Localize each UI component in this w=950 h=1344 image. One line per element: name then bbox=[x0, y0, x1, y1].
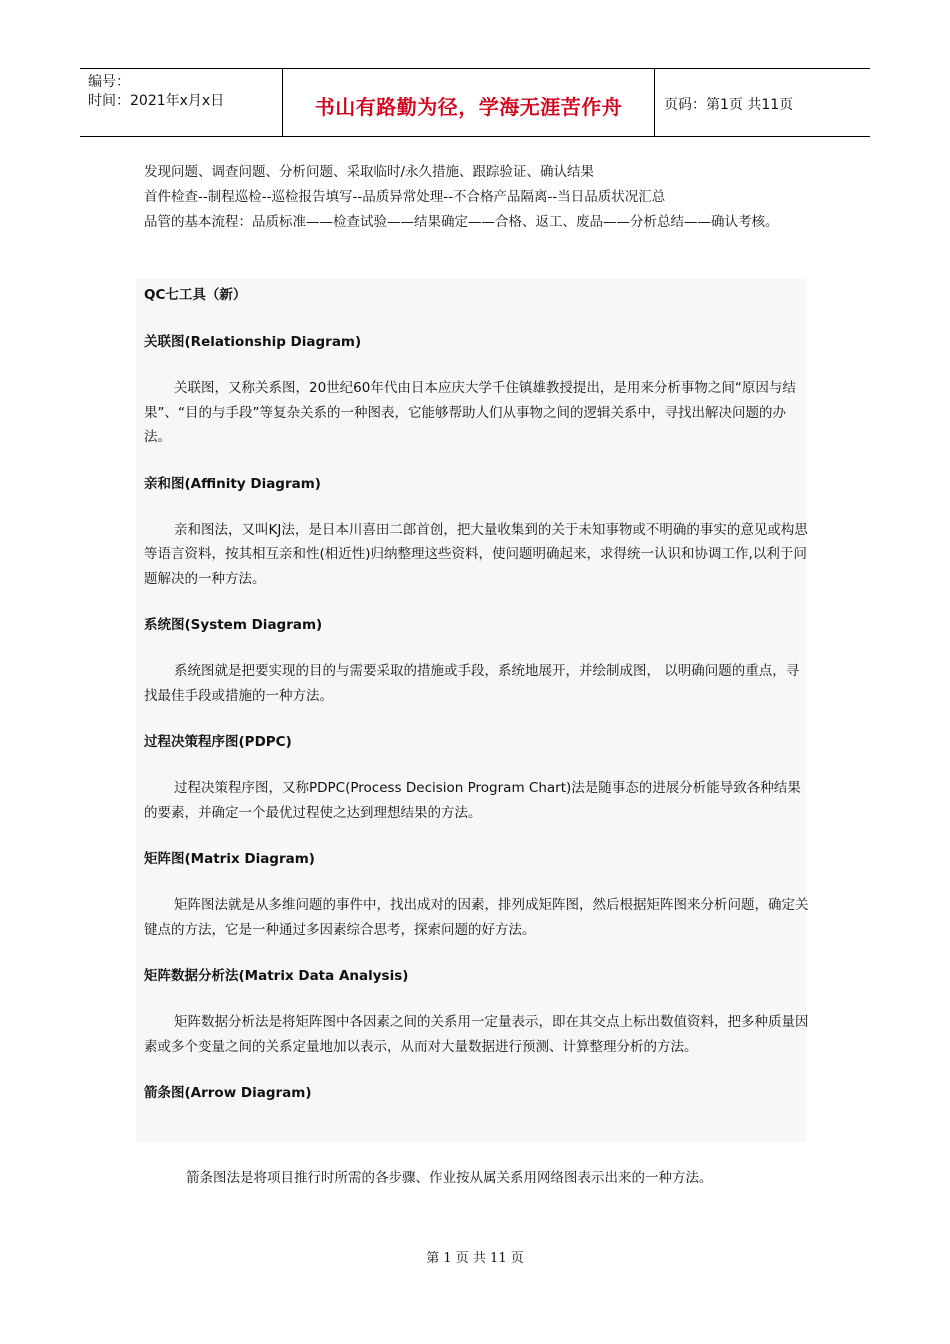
section-title: 矩阵图(Matrix Diagram) bbox=[144, 851, 315, 867]
page-header bbox=[80, 68, 870, 137]
document-number-label: 编号： bbox=[88, 74, 130, 90]
section-title: 亲和图(Affinity Diagram) bbox=[144, 475, 321, 492]
intro-line: 发现问题、调查问题、分析问题、采取临时/永久措施、跟踪验证、确认结果 bbox=[144, 164, 595, 180]
header-motto: 书山有路勤为径，学海无涯苦作舟 bbox=[314, 95, 623, 119]
section-title: 箭条图(Arrow Diagram) bbox=[144, 1085, 312, 1101]
section-title: 矩阵数据分析法(Matrix Data Analysis) bbox=[144, 968, 409, 984]
main-title: QC七工具（新） bbox=[144, 287, 247, 303]
intro-text bbox=[144, 160, 812, 235]
intro-line: 首件检查--制程巡检--巡检报告填写--品质异常处理--不合格产品隔离--当日品质状况汇总 bbox=[144, 189, 666, 205]
header-meta bbox=[88, 73, 224, 111]
qc-tools-content bbox=[144, 283, 810, 1105]
section-body: 矩阵图法就是从多维问题的事件中，找出成对的因素，排列成矩阵图，然后根据矩阵图来分析问题，确定关键点的方法，它是一种通过多因素综合思考，探索问题的好方法。 bbox=[144, 897, 809, 938]
arrow-diagram-body: 箭条图法是将项目推行时所需的各步骤、作业按从属关系用网络图表示出来的一种方法。 bbox=[186, 1170, 713, 1186]
section-body: 过程决策程序图，又称PDPC(Process Decision Program Chart)法是随事态的进展分析能导致各种结果的要素，并确定一个最优过程使之达到理想结果的方法。 bbox=[144, 780, 801, 821]
section-body: 矩阵数据分析法是将矩阵图中各因素之间的关系用一定量表示，即在其交点上标出数值资料，把多种质量因素或多个变量之间的关系定量地加以表示，从而对大量数据进行预测、计算整理分析的方法。 bbox=[144, 1014, 809, 1055]
document-time-label: 时间：2021年x月x日 bbox=[88, 93, 225, 109]
section-title: 过程决策程序图(PDPC) bbox=[144, 734, 292, 750]
header-page-info: 页码：第1页 共11页 bbox=[664, 97, 794, 113]
section-title: 系统图(System Diagram) bbox=[144, 617, 323, 633]
section-body: 亲和图法，又叫KJ法，是日本川喜田二郎首创，把大量收集到的关于未知事物或不明确的事实的意见或构思等语言资料，按其相互亲和性(相近性)归纳整理这些资料，使问题明确起来，求得统一认识和协调工作,以利于问题解决的一种方法。 bbox=[144, 521, 808, 587]
section-body: 系统图就是把要实现的目的与需要采取的措施或手段，系统地展开，并绘制成图， 以明确问题的重点，寻找最佳手段或措施的一种方法。 bbox=[144, 663, 800, 704]
page-footer: 第 1 页 共 11 页 bbox=[426, 1251, 524, 1266]
intro-line: 品管的基本流程：品质标准——检查试验——结果确定——合格、返工、废品——分析总结——确认考核。 bbox=[144, 214, 779, 230]
section-body: 关联图，又称关系图，20世纪60年代由日本应庆大学千住镇雄教授提出，是用来分析事物之间“原因与结果”、“目的与手段”等复杂关系的一种图表，它能够帮助人们从事物之间的逻辑关系中，寻找出解决问题的办法。 bbox=[144, 380, 796, 445]
section-title: 关联图(Relationship Diagram) bbox=[144, 334, 362, 350]
header-divider bbox=[654, 69, 655, 136]
